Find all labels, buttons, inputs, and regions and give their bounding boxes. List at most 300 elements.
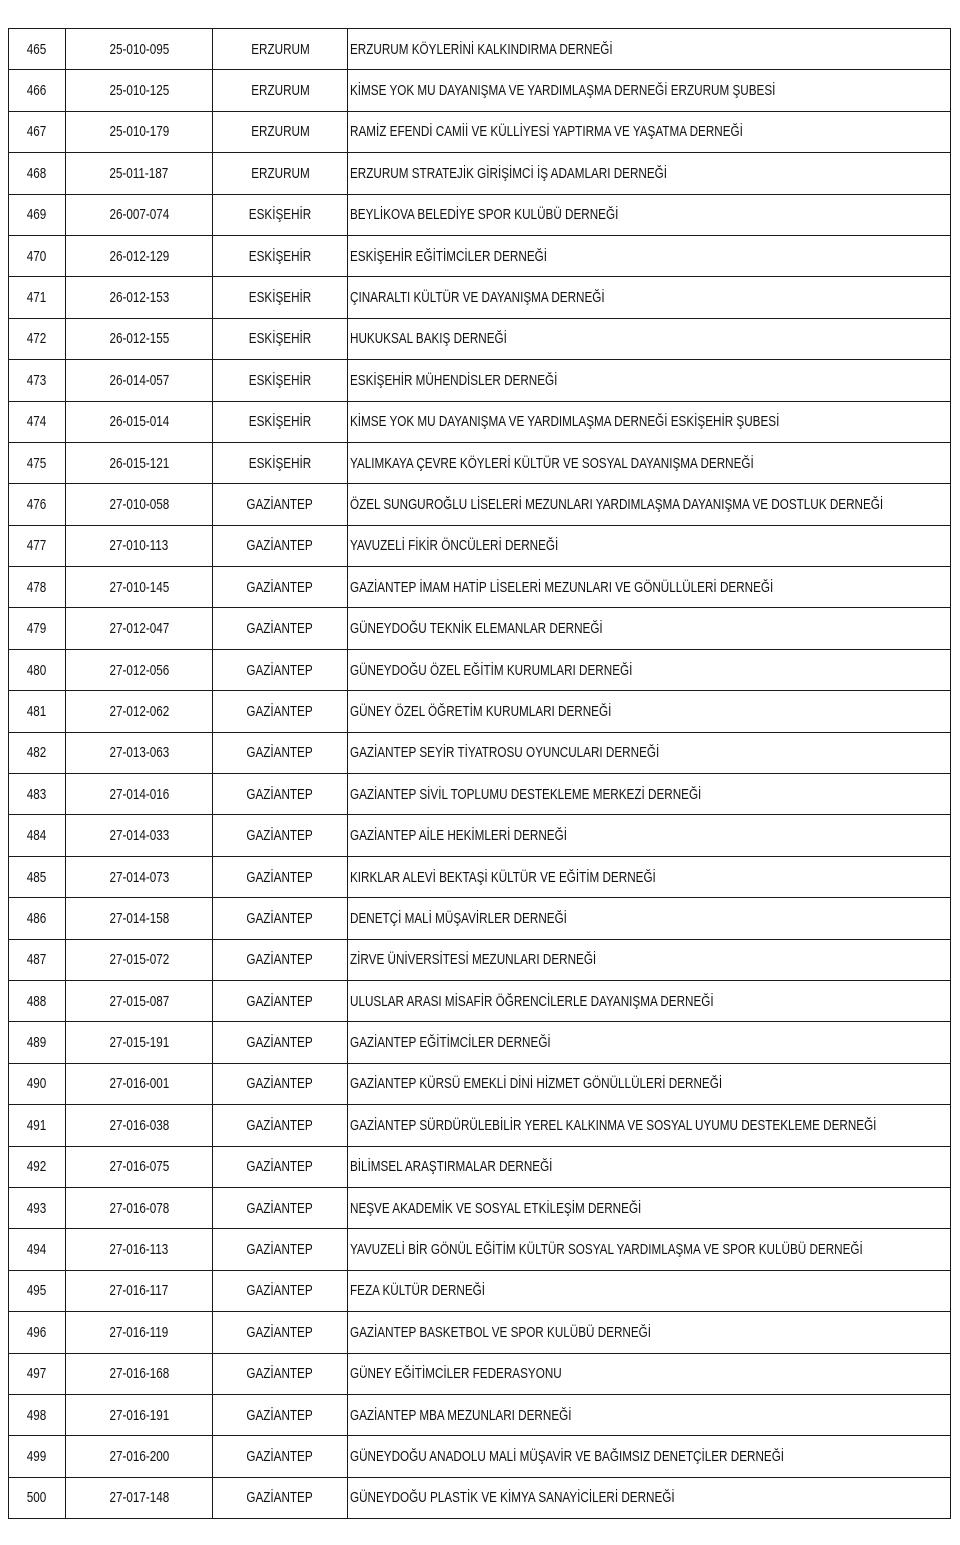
row-number-text: 475	[27, 454, 47, 472]
association-name-text: ÖZEL SUNGUROĞLU LİSELERİ MEZUNLARI YARDIMLAŞMA DAYANIŞMA VE DOSTLUK DERNEĞİ	[350, 495, 884, 513]
registry-code-text: 26-015-014	[109, 413, 169, 431]
row-number-text: 471	[27, 289, 47, 307]
registry-code-cell	[66, 1312, 213, 1353]
row-number-text: 483	[27, 785, 47, 803]
registry-code-text: 27-016-001	[109, 1075, 169, 1093]
registry-code-cell	[66, 1270, 213, 1311]
registry-code-cell	[66, 442, 213, 483]
city-cell	[213, 1477, 348, 1518]
row-number-text: 469	[27, 206, 47, 224]
row-number-cell	[9, 1270, 66, 1311]
association-name-cell	[348, 401, 951, 442]
registry-code-text: 27-016-168	[109, 1365, 169, 1383]
city-cell	[213, 360, 348, 401]
registry-code-text: 27-014-073	[109, 868, 169, 886]
row-number-cell	[9, 111, 66, 152]
city-text: ESKİŞEHİR	[248, 454, 312, 472]
city-cell	[213, 939, 348, 980]
association-name-cell	[348, 732, 951, 773]
association-name-cell	[348, 1312, 951, 1353]
row-number-cell	[9, 980, 66, 1021]
row-number-text: 497	[27, 1365, 47, 1383]
city-text: GAZİANTEP	[246, 1034, 314, 1052]
registry-code-cell	[66, 360, 213, 401]
table-row	[9, 1229, 951, 1270]
city-text: ESKİŞEHİR	[248, 206, 312, 224]
association-name-cell	[348, 1394, 951, 1435]
row-number-text: 489	[27, 1034, 47, 1052]
association-name-text: YALIMKAYA ÇEVRE KÖYLERİ KÜLTÜR VE SOSYAL DAYANIŞMA DERNEĞİ	[350, 454, 754, 472]
association-name-text: GAZİANTEP SÜRDÜRÜLEBİLİR YEREL KALKINMA VE SOSYAL UYUMU DESTEKLEME DERNEĞİ	[350, 1116, 877, 1134]
table-row	[9, 608, 951, 649]
row-number-cell	[9, 153, 66, 194]
table-row	[9, 70, 951, 111]
association-name-cell	[348, 1229, 951, 1270]
registry-code-text: 25-010-095	[109, 40, 169, 58]
row-number-text: 482	[27, 744, 47, 762]
registry-code-text: 26-007-074	[109, 206, 169, 224]
table-body	[9, 29, 951, 1519]
city-cell	[213, 898, 348, 939]
registry-code-cell	[66, 898, 213, 939]
registry-code-cell	[66, 111, 213, 152]
city-cell	[213, 1229, 348, 1270]
city-cell	[213, 608, 348, 649]
city-text: GAZİANTEP	[246, 951, 314, 969]
city-cell	[213, 29, 348, 70]
association-name-text: GAZİANTEP İMAM HATİP LİSELERİ MEZUNLARI VE GÖNÜLLÜLERİ DERNEĞİ	[350, 578, 774, 596]
registry-code-cell	[66, 1105, 213, 1146]
city-cell	[213, 774, 348, 815]
registry-code-cell	[66, 1353, 213, 1394]
city-cell	[213, 691, 348, 732]
association-name-text: ULUSLAR ARASI MİSAFİR ÖĞRENCİLERLE DAYANIŞMA DERNEĞİ	[350, 992, 714, 1010]
row-number-text: 495	[27, 1282, 47, 1300]
row-number-text: 467	[27, 123, 47, 141]
row-number-cell	[9, 1353, 66, 1394]
row-number-cell	[9, 1436, 66, 1477]
row-number-cell	[9, 1105, 66, 1146]
row-number-text: 480	[27, 661, 47, 679]
row-number-text: 470	[27, 247, 47, 265]
city-text: GAZİANTEP	[246, 1282, 314, 1300]
association-name-cell	[348, 1270, 951, 1311]
registry-code-cell	[66, 1436, 213, 1477]
table-row	[9, 691, 951, 732]
association-name-text: DENETÇİ MALİ MÜŞAVİRLER DERNEĞİ	[350, 909, 567, 927]
association-name-cell	[348, 111, 951, 152]
city-text: ERZURUM	[250, 82, 310, 100]
association-name-cell	[348, 1353, 951, 1394]
row-number-text: 477	[27, 537, 47, 555]
association-name-cell	[348, 856, 951, 897]
registry-code-text: 27-010-113	[109, 537, 169, 555]
table-row	[9, 442, 951, 483]
registry-code-cell	[66, 401, 213, 442]
row-number-cell	[9, 774, 66, 815]
table-row	[9, 235, 951, 276]
city-cell	[213, 525, 348, 566]
city-cell	[213, 442, 348, 483]
registry-code-cell	[66, 608, 213, 649]
table-row	[9, 649, 951, 690]
city-text: GAZİANTEP	[246, 1447, 314, 1465]
association-name-text: ERZURUM STRATEJİK GİRİŞİMCİ İŞ ADAMLARI DERNEĞİ	[350, 164, 668, 182]
table-row	[9, 29, 951, 70]
registry-code-text: 26-012-129	[109, 247, 169, 265]
city-text: GAZİANTEP	[246, 785, 314, 803]
row-number-cell	[9, 194, 66, 235]
city-text: ERZURUM	[250, 123, 310, 141]
row-number-cell	[9, 1477, 66, 1518]
row-number-text: 481	[27, 702, 47, 720]
city-cell	[213, 153, 348, 194]
registry-code-cell	[66, 484, 213, 525]
registry-code-cell	[66, 939, 213, 980]
city-text: GAZİANTEP	[246, 537, 314, 555]
table-row	[9, 525, 951, 566]
registry-code-cell	[66, 815, 213, 856]
row-number-cell	[9, 484, 66, 525]
association-name-text: GAZİANTEP MBA MEZUNLARI DERNEĞİ	[350, 1406, 572, 1424]
association-name-text: GÜNEYDOĞU ANADOLU MALİ MÜŞAVİR VE BAĞIMSIZ DENETÇİLER DERNEĞİ	[350, 1447, 785, 1465]
association-name-text: NEŞVE AKADEMİK VE SOSYAL ETKİLEŞİM DERNEĞİ	[350, 1199, 642, 1217]
row-number-text: 485	[27, 868, 47, 886]
row-number-text: 494	[27, 1241, 47, 1259]
table-row	[9, 484, 951, 525]
city-text: GAZİANTEP	[246, 992, 314, 1010]
row-number-text: 493	[27, 1199, 47, 1217]
table-row	[9, 980, 951, 1021]
association-name-text: GAZİANTEP AİLE HEKİMLERİ DERNEĞİ	[350, 827, 567, 845]
row-number-cell	[9, 442, 66, 483]
association-name-text: ESKİŞEHİR MÜHENDİSLER DERNEĞİ	[350, 371, 558, 389]
city-cell	[213, 567, 348, 608]
association-name-cell	[348, 1105, 951, 1146]
association-name-text: KIRKLAR ALEVİ BEKTAŞİ KÜLTÜR VE EĞİTİM DERNEĞİ	[350, 868, 656, 886]
association-name-text: GÜNEYDOĞU ÖZEL EĞİTİM KURUMLARI DERNEĞİ	[350, 661, 633, 679]
association-name-text: ÇINARALTI KÜLTÜR VE DAYANIŞMA DERNEĞİ	[350, 289, 605, 307]
association-name-cell	[348, 70, 951, 111]
city-cell	[213, 649, 348, 690]
city-cell	[213, 235, 348, 276]
row-number-cell	[9, 1146, 66, 1187]
row-number-text: 465	[27, 40, 47, 58]
city-text: GAZİANTEP	[246, 1199, 314, 1217]
city-text: GAZİANTEP	[246, 744, 314, 762]
row-number-cell	[9, 567, 66, 608]
association-list-table	[8, 28, 951, 1519]
city-text: GAZİANTEP	[246, 1116, 314, 1134]
association-name-text: GAZİANTEP KÜRSÜ EMEKLİ DİNİ HİZMET GÖNÜLLÜLERİ DERNEĞİ	[350, 1075, 723, 1093]
association-name-text: KİMSE YOK MU DAYANIŞMA VE YARDIMLAŞMA DERNEĞİ ERZURUM ŞUBESİ	[350, 82, 776, 100]
city-text: GAZİANTEP	[246, 1075, 314, 1093]
association-name-text: ERZURUM KÖYLERİNİ KALKINDIRMA DERNEĞİ	[350, 40, 613, 58]
city-text: ESKİŞEHİR	[248, 330, 312, 348]
registry-code-cell	[66, 318, 213, 359]
association-name-cell	[348, 1022, 951, 1063]
association-name-cell	[348, 1063, 951, 1104]
association-name-cell	[348, 980, 951, 1021]
city-text: GAZİANTEP	[246, 578, 314, 596]
row-number-cell	[9, 1187, 66, 1228]
table-row	[9, 939, 951, 980]
table-row	[9, 898, 951, 939]
association-name-cell	[348, 29, 951, 70]
city-text: ERZURUM	[250, 40, 310, 58]
association-name-cell	[348, 691, 951, 732]
association-name-text: GÜNEYDOĞU TEKNİK ELEMANLAR DERNEĞİ	[350, 620, 603, 638]
row-number-cell	[9, 649, 66, 690]
association-name-text: ZİRVE ÜNİVERSİTESİ MEZUNLARI DERNEĞİ	[350, 951, 597, 969]
city-text: GAZİANTEP	[246, 495, 314, 513]
registry-code-text: 27-016-075	[109, 1158, 169, 1176]
row-number-cell	[9, 898, 66, 939]
city-cell	[213, 1312, 348, 1353]
registry-code-cell	[66, 1187, 213, 1228]
association-name-text: GAZİANTEP SİVİL TOPLUMU DESTEKLEME MERKEZİ DERNEĞİ	[350, 785, 702, 803]
table-row	[9, 277, 951, 318]
row-number-text: 488	[27, 992, 47, 1010]
row-number-cell	[9, 29, 66, 70]
table-row	[9, 1477, 951, 1518]
registry-code-text: 27-015-072	[109, 951, 169, 969]
city-text: GAZİANTEP	[246, 702, 314, 720]
registry-code-cell	[66, 649, 213, 690]
table-row	[9, 732, 951, 773]
row-number-cell	[9, 608, 66, 649]
row-number-text: 479	[27, 620, 47, 638]
table-row	[9, 1312, 951, 1353]
registry-code-cell	[66, 856, 213, 897]
row-number-cell	[9, 318, 66, 359]
row-number-cell	[9, 235, 66, 276]
registry-code-text: 27-012-047	[109, 620, 169, 638]
city-text: GAZİANTEP	[246, 1489, 314, 1507]
table-row	[9, 1353, 951, 1394]
table-row	[9, 856, 951, 897]
registry-code-text: 26-015-121	[109, 454, 169, 472]
row-number-cell	[9, 1022, 66, 1063]
city-cell	[213, 815, 348, 856]
registry-code-text: 27-010-145	[109, 578, 169, 596]
row-number-cell	[9, 401, 66, 442]
city-text: GAZİANTEP	[246, 1365, 314, 1383]
city-text: GAZİANTEP	[246, 1158, 314, 1176]
row-number-text: 473	[27, 371, 47, 389]
association-name-cell	[348, 1146, 951, 1187]
registry-code-text: 27-013-063	[109, 744, 169, 762]
registry-code-text: 27-016-078	[109, 1199, 169, 1217]
registry-code-cell	[66, 732, 213, 773]
city-text: GAZİANTEP	[246, 1241, 314, 1259]
association-name-cell	[348, 235, 951, 276]
registry-code-text: 27-016-038	[109, 1116, 169, 1134]
registry-code-cell	[66, 1394, 213, 1435]
row-number-text: 478	[27, 578, 47, 596]
table-row	[9, 1105, 951, 1146]
row-number-text: 492	[27, 1158, 47, 1176]
association-name-cell	[348, 484, 951, 525]
association-name-cell	[348, 153, 951, 194]
city-text: ESKİŞEHİR	[248, 413, 312, 431]
row-number-cell	[9, 70, 66, 111]
registry-code-cell	[66, 29, 213, 70]
row-number-text: 500	[27, 1489, 47, 1507]
city-text: GAZİANTEP	[246, 1406, 314, 1424]
row-number-cell	[9, 815, 66, 856]
association-name-cell	[348, 608, 951, 649]
association-name-cell	[348, 1187, 951, 1228]
registry-code-cell	[66, 525, 213, 566]
association-name-text: GÜNEY EĞİTİMCİLER FEDERASYONU	[350, 1365, 562, 1383]
registry-code-cell	[66, 1146, 213, 1187]
city-cell	[213, 1436, 348, 1477]
row-number-text: 476	[27, 495, 47, 513]
table-row	[9, 194, 951, 235]
city-cell	[213, 1022, 348, 1063]
association-name-text: KİMSE YOK MU DAYANIŞMA VE YARDIMLAŞMA DERNEĞİ ESKİŞEHİR ŞUBESİ	[350, 413, 780, 431]
registry-code-text: 27-015-191	[109, 1034, 169, 1052]
table-row	[9, 1187, 951, 1228]
row-number-text: 487	[27, 951, 47, 969]
registry-code-text: 27-014-158	[109, 909, 169, 927]
row-number-text: 491	[27, 1116, 47, 1134]
association-name-text: RAMİZ EFENDİ CAMİİ VE KÜLLİYESİ YAPTIRMA VE YAŞATMA DERNEĞİ	[350, 123, 743, 141]
association-name-text: GAZİANTEP SEYİR TİYATROSU OYUNCULARI DERNEĞİ	[350, 744, 660, 762]
registry-code-cell	[66, 1063, 213, 1104]
city-cell	[213, 318, 348, 359]
association-name-cell	[348, 194, 951, 235]
city-cell	[213, 1353, 348, 1394]
table-row	[9, 153, 951, 194]
association-name-cell	[348, 939, 951, 980]
registry-code-text: 27-012-062	[109, 702, 169, 720]
registry-code-cell	[66, 194, 213, 235]
city-cell	[213, 194, 348, 235]
registry-code-text: 25-010-179	[109, 123, 169, 141]
association-name-cell	[348, 360, 951, 401]
city-text: GAZİANTEP	[246, 1323, 314, 1341]
row-number-text: 472	[27, 330, 47, 348]
city-text: ERZURUM	[250, 164, 310, 182]
registry-code-text: 26-014-057	[109, 371, 169, 389]
city-cell	[213, 70, 348, 111]
registry-code-text: 27-016-119	[109, 1323, 169, 1341]
row-number-text: 498	[27, 1406, 47, 1424]
row-number-cell	[9, 277, 66, 318]
city-cell	[213, 1270, 348, 1311]
table-row	[9, 815, 951, 856]
row-number-text: 490	[27, 1075, 47, 1093]
row-number-text: 466	[27, 82, 47, 100]
association-name-text: ESKİŞEHİR EĞİTİMCİLER DERNEĞİ	[350, 247, 547, 265]
registry-code-cell	[66, 1229, 213, 1270]
registry-code-text: 27-010-058	[109, 495, 169, 513]
association-name-cell	[348, 649, 951, 690]
city-text: GAZİANTEP	[246, 661, 314, 679]
registry-code-cell	[66, 1477, 213, 1518]
registry-code-cell	[66, 277, 213, 318]
registry-code-text: 27-016-191	[109, 1406, 169, 1424]
row-number-text: 499	[27, 1447, 47, 1465]
city-cell	[213, 1063, 348, 1104]
registry-code-text: 27-014-033	[109, 827, 169, 845]
registry-code-text: 27-016-200	[109, 1447, 169, 1465]
table-row	[9, 1146, 951, 1187]
association-name-cell	[348, 1436, 951, 1477]
table-row	[9, 774, 951, 815]
association-name-text: GÜNEYDOĞU PLASTİK VE KİMYA SANAYİCİLERİ DERNEĞİ	[350, 1489, 675, 1507]
city-cell	[213, 1105, 348, 1146]
registry-code-text: 25-011-187	[109, 164, 169, 182]
association-name-text: YAVUZELİ BİR GÖNÜL EĞİTİM KÜLTÜR SOSYAL YARDIMLAŞMA VE SPOR KULÜBÜ DERNEĞİ	[350, 1241, 863, 1259]
city-text: GAZİANTEP	[246, 909, 314, 927]
association-name-cell	[348, 815, 951, 856]
city-cell	[213, 856, 348, 897]
association-name-cell	[348, 525, 951, 566]
table-row	[9, 1436, 951, 1477]
city-text: ESKİŞEHİR	[248, 247, 312, 265]
registry-code-text: 27-012-056	[109, 661, 169, 679]
city-cell	[213, 401, 348, 442]
row-number-cell	[9, 525, 66, 566]
table-row	[9, 111, 951, 152]
city-cell	[213, 1146, 348, 1187]
table-row	[9, 401, 951, 442]
association-name-cell	[348, 277, 951, 318]
row-number-cell	[9, 360, 66, 401]
registry-code-text: 26-012-155	[109, 330, 169, 348]
table-row	[9, 1063, 951, 1104]
registry-code-text: 26-012-153	[109, 289, 169, 307]
table-row	[9, 360, 951, 401]
registry-code-cell	[66, 70, 213, 111]
row-number-cell	[9, 1394, 66, 1435]
row-number-text: 486	[27, 909, 47, 927]
city-cell	[213, 732, 348, 773]
city-cell	[213, 1394, 348, 1435]
association-name-cell	[348, 774, 951, 815]
registry-code-text: 27-014-016	[109, 785, 169, 803]
row-number-text: 474	[27, 413, 47, 431]
table-row	[9, 1270, 951, 1311]
association-name-text: HUKUKSAL BAKIŞ DERNEĞİ	[350, 330, 507, 348]
registry-code-cell	[66, 235, 213, 276]
association-name-text: GAZİANTEP BASKETBOL VE SPOR KULÜBÜ DERNEĞİ	[350, 1323, 652, 1341]
registry-code-text: 27-016-113	[109, 1241, 169, 1259]
city-text: GAZİANTEP	[246, 868, 314, 886]
city-cell	[213, 1187, 348, 1228]
registry-code-cell	[66, 567, 213, 608]
city-cell	[213, 277, 348, 318]
association-name-text: YAVUZELİ FİKİR ÖNCÜLERİ DERNEĞİ	[350, 537, 559, 555]
association-name-cell	[348, 318, 951, 359]
association-name-text: FEZA KÜLTÜR DERNEĞİ	[350, 1282, 486, 1300]
table-row	[9, 1022, 951, 1063]
city-cell	[213, 111, 348, 152]
registry-code-cell	[66, 980, 213, 1021]
row-number-cell	[9, 1312, 66, 1353]
row-number-text: 484	[27, 827, 47, 845]
row-number-cell	[9, 939, 66, 980]
registry-code-text: 27-015-087	[109, 992, 169, 1010]
registry-code-cell	[66, 774, 213, 815]
registry-code-cell	[66, 153, 213, 194]
registry-code-text: 27-017-148	[109, 1489, 169, 1507]
association-name-text: GÜNEY ÖZEL ÖĞRETİM KURUMLARI DERNEĞİ	[350, 702, 612, 720]
city-text: ESKİŞEHİR	[248, 289, 312, 307]
